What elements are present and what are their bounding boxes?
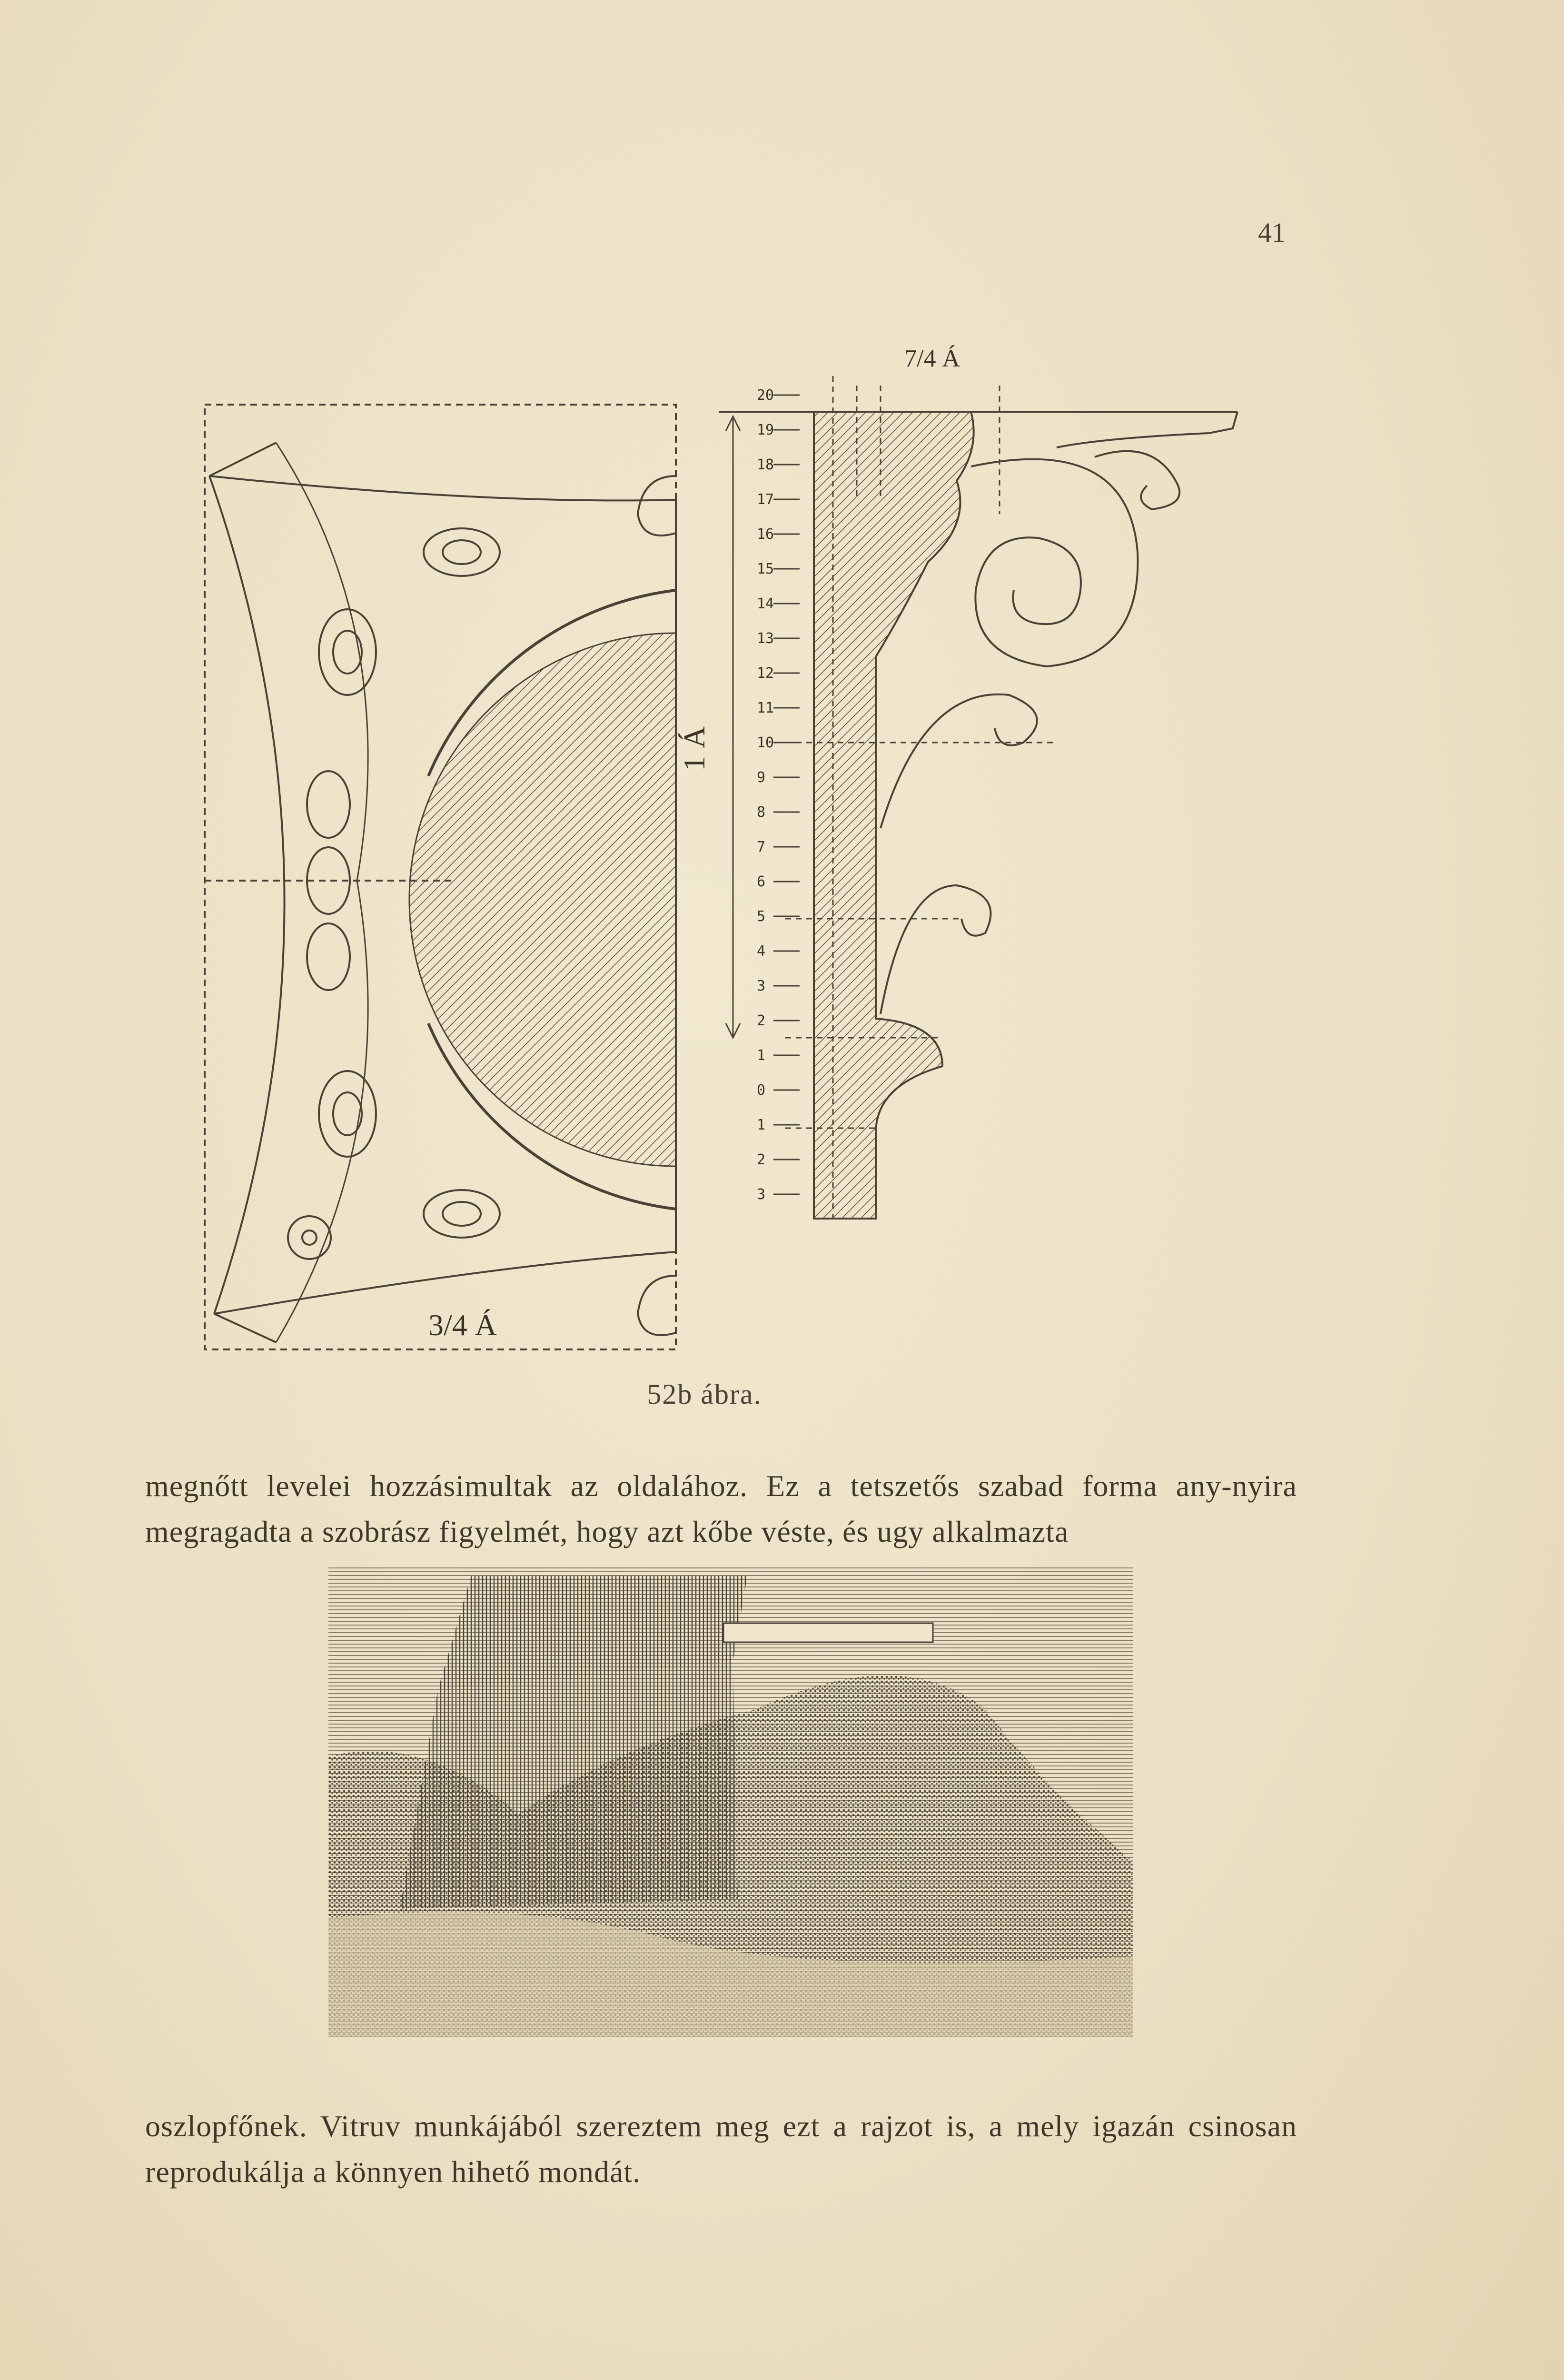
ruler-number: 11 xyxy=(757,700,774,716)
body-paragraph-2: oszlopfőnek. Vitruv munkájából szereztem meg ezt a rajzot is, a mely igazán csinosan reprodukálja a könnyen hihető mondát. xyxy=(145,2109,1297,2189)
tile-slab xyxy=(723,1623,933,1642)
ruler-number: 2 xyxy=(757,1151,766,1168)
scale-label-side: 1 Á xyxy=(677,726,711,771)
figure-caption: 52b ábra. xyxy=(647,1378,762,1410)
ruler-number: 20 xyxy=(757,387,774,404)
scale-label-bottom: 3/4 Á xyxy=(428,1308,497,1342)
ruler-number: 6 xyxy=(757,873,766,890)
ruler-number: 7 xyxy=(757,839,766,855)
ruler-number: 1 xyxy=(757,1117,766,1133)
ruler-number: 18 xyxy=(757,456,774,473)
capital-drawing xyxy=(200,324,1247,1371)
ruler-number: 3 xyxy=(757,978,766,994)
ruler-number: 15 xyxy=(757,561,774,577)
engraving-illustration xyxy=(328,1566,1133,2037)
ruler-number: 19 xyxy=(757,422,774,438)
capital-profile xyxy=(719,376,1237,1219)
ruler-number: 17 xyxy=(757,491,774,508)
ruler-number: 8 xyxy=(757,804,766,821)
ruler-number: 2 xyxy=(757,1012,766,1029)
ruler-number: 9 xyxy=(757,769,766,786)
ruler-number: 1 xyxy=(757,1047,766,1064)
ruler-scale xyxy=(757,387,800,1203)
capital-plan xyxy=(205,405,676,1349)
scale-label-top: 7/4 Á xyxy=(904,345,960,372)
ruler-number: 16 xyxy=(757,526,774,543)
body-paragraph-1: megnőtt levelei hozzásimultak az oldalához. Ez a tetszetős szabad forma any-nyira megragadta a szobrász figyelmét, hogy azt kőbe véste, és ugy alkalmazta xyxy=(145,1469,1297,1548)
ruler-number: 10 xyxy=(757,734,774,751)
ruler-number: 5 xyxy=(757,908,766,925)
page-number: 41 xyxy=(1258,217,1286,248)
ruler-number: 0 xyxy=(757,1082,766,1099)
ruler-number: 13 xyxy=(757,630,774,647)
ruler-number: 4 xyxy=(757,943,766,960)
ruler-number: 12 xyxy=(757,665,774,682)
ruler-number: 14 xyxy=(757,595,774,612)
ruler-number: 3 xyxy=(757,1186,766,1203)
